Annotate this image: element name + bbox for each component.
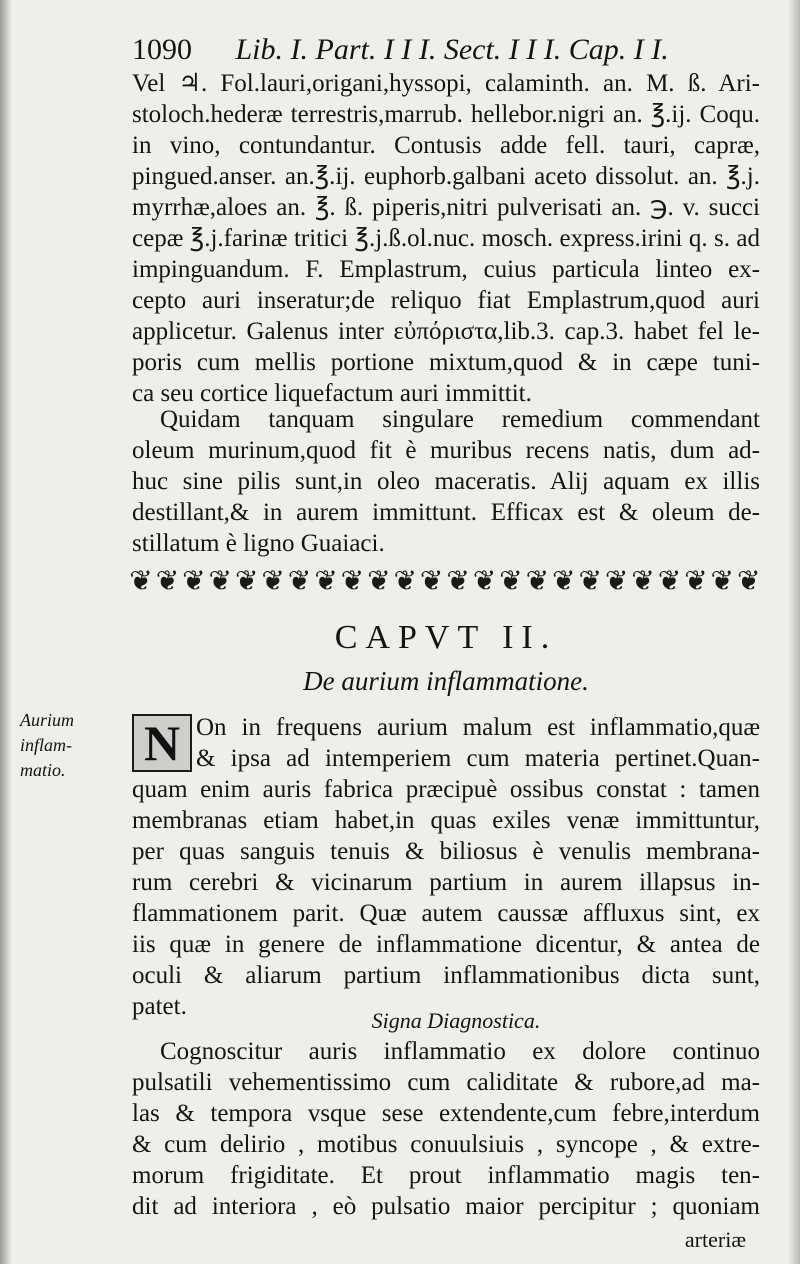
ornament-glyph: ❦ — [287, 566, 312, 597]
text-line: impinguandum. F. Emplastrum, cuius particula linteo ex- — [132, 256, 760, 283]
ornament-glyph: ❦ — [499, 566, 523, 597]
decorative-border — [128, 564, 762, 598]
ornament-glyph: ❦ — [631, 566, 655, 597]
text-line: On in frequens aurium malum est inflammatio,quæ — [196, 714, 760, 741]
ornament-glyph: ❦ — [604, 566, 629, 597]
ornament-glyph: ❦ — [340, 566, 365, 597]
text-line: & cum delirio , motibus conuulsiuis , syncope , & extre- — [132, 1131, 760, 1158]
ornament-glyph: ❦ — [234, 566, 259, 597]
chapter-subtitle: De aurium inflammatione. — [303, 666, 589, 696]
ornament-glyph: ❦ — [684, 566, 708, 597]
text-line: pulsatili vehementissimo cum caliditate & rubore,ad ma- — [132, 1069, 760, 1096]
running-head: Lib. I. Part. I I I. Sect. I I I. Cap. I I. — [235, 33, 669, 66]
text-line: stillatum è ligno Guaiaci. — [132, 530, 385, 557]
text-line: poris cum mellis portione mixtum,quod & in cæpe tuni- — [132, 349, 760, 376]
marginal-line: inflam- — [20, 735, 72, 755]
section-heading: Signa Diagnostica. — [371, 1008, 541, 1033]
ornament-glyph: ❦ — [578, 566, 602, 597]
text-line: destillant,& in aurem immittunt. Efficax est & oleum de- — [132, 499, 760, 526]
paragraph-3 — [132, 712, 760, 1022]
text-line: per quas sanguis tenuis & biliosus è venulis membrana- — [132, 838, 760, 865]
ornament-glyph: ❦ — [155, 566, 180, 597]
page-header — [132, 30, 772, 70]
text-line: morum frigiditate. Et prout inflammatio magis ten- — [132, 1162, 760, 1189]
text-line: Cognoscitur auris inflammatio ex dolore continuo — [160, 1038, 760, 1065]
paragraph-1 — [132, 68, 760, 409]
ornament-glyph: ❦ — [367, 566, 391, 597]
ornament-glyph: ❦ — [472, 566, 497, 597]
text-line: iis quæ in genere de inflammatione dicentur, & antea de — [132, 931, 760, 958]
text-line: myrrhæ,aloes an. ℥. ß. piperis,nitri pulverisati an. ℈. v. succi — [132, 194, 760, 221]
ornament-glyph: ❦ — [657, 566, 682, 597]
marginal-line: matio. — [20, 760, 66, 780]
text-line: membranas etiam habet,in quas exiles venæ immittuntur, — [132, 807, 760, 834]
text-line: rum cerebri & vicinarum partium in aurem illapsus in- — [132, 869, 760, 896]
ornament-glyph: ❦ — [552, 566, 576, 597]
chapter-title: CAPVT II. — [334, 619, 558, 656]
ornament-glyph: ❦ — [129, 566, 153, 597]
text-line: patet. — [132, 993, 187, 1020]
ornament-glyph: ❦ — [182, 566, 206, 597]
text-line: oleum murinum,quod fit è muribus recens natis, dum ad- — [132, 437, 760, 464]
text-line: cepto auri inseratur;de reliquo fiat Emplastrum,quod auri — [132, 287, 760, 314]
marginal-note — [20, 708, 130, 783]
ornament-glyph: ❦ — [261, 566, 285, 597]
text-line: applicetur. Galenus inter εὐπόριστα,lib.3. cap.3. habet fel le- — [132, 318, 760, 345]
catchword: arteriæ — [684, 1227, 746, 1252]
drop-capital: N — [132, 714, 192, 772]
text-line: oculi & aliarum partium inflammationibus dicta sunt, — [132, 962, 760, 989]
ornament-glyph: ❦ — [393, 566, 417, 597]
text-line: in vino, contundantur. Contusis adde fell. tauri, capræ, — [132, 132, 760, 159]
page-right-shadow — [788, 0, 800, 1264]
paragraph-4 — [132, 1036, 760, 1222]
ornament-glyph: ❦ — [710, 566, 735, 597]
text-line: flammationem parit. Quæ autem caussæ affluxus sint, ex — [132, 900, 760, 927]
ornament-glyph: ❦ — [314, 566, 338, 597]
page-left-shadow — [0, 0, 12, 1264]
text-line: & ipsa ad intemperiem cum materia pertinet.Quan- — [196, 745, 760, 772]
ornament-glyph: ❦ — [736, 566, 761, 597]
text-line: pingued.anser. an.℥.ij. euphorb.galbani aceto dissolut. an. ℥.j. — [132, 163, 760, 190]
text-line: huc sine pilis sunt,in oleo maceratis. Alij aquam ex illis — [132, 468, 760, 495]
ornament-glyph: ❦ — [419, 566, 444, 597]
text-line: dit ad interiora , eò pulsatio maior percipitur ; quoniam — [132, 1193, 760, 1220]
ornament-glyph: ❦ — [525, 566, 550, 597]
page-number: 1090 — [132, 33, 192, 66]
text-line: ca seu cortice liquefactum auri immittit. — [132, 380, 532, 407]
text-line: las & tempora vsque sese extendente,cum febre,interdum — [132, 1100, 760, 1127]
marginal-line: Aurium — [20, 710, 74, 730]
text-line: cepæ ℥.j.farinæ tritici ℥.j.ß.ol.nuc. mosch. express.irini q. s. ad — [132, 225, 760, 252]
text-line: quam enim auris fabrica præcipuè ossibus constat : tamen — [132, 776, 760, 803]
text-line: stoloch.hederæ terrestris,marrub. hellebor.nigri an. ℥.ij. Coqu. — [132, 101, 760, 128]
text-line: Quidam tanquam singulare remedium commendant — [160, 406, 760, 433]
text-line: Vel ♃. Fol.lauri,origani,hyssopi, calaminth. an. M. ß. Ari- — [132, 70, 760, 97]
paragraph-2 — [132, 404, 760, 559]
ornament-glyph: ❦ — [208, 566, 232, 597]
ornament-glyph: ❦ — [446, 566, 470, 597]
